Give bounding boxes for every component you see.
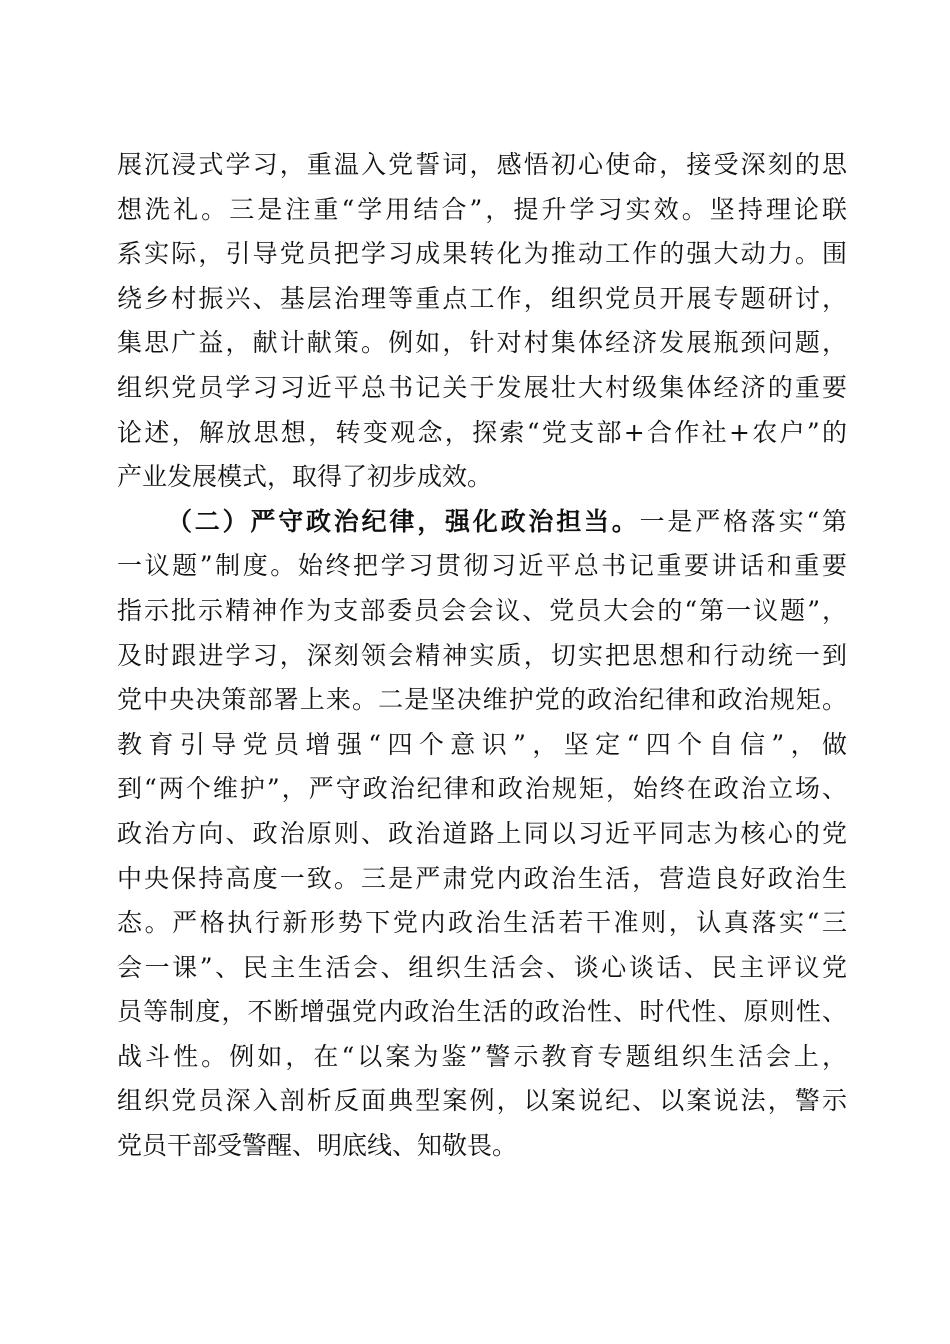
paragraph-line-rest: 一是严格落实“第 <box>639 506 847 536</box>
paragraph-line: 想洗礼。三是注重“学用结合”，提升学习实效。坚持理论联 <box>117 194 847 224</box>
paragraph-line: 党中央决策部署上来。二是坚决维护党的政治纪律和政治规矩。 <box>117 685 847 715</box>
paragraph-line: 中央保持高度一致。三是严肃党内政治生活，营造良好政治生 <box>117 863 847 893</box>
paragraph-line: 一议题”制度。始终把学习贯彻习近平总书记重要讲话和重要 <box>117 551 847 581</box>
paragraph-line: 及时跟进学习，深刻领会精神实质，切实把思想和行动统一到 <box>117 640 847 670</box>
paragraph-line: 集思广益，献计献策。例如，针对村集体经济发展瓶颈问题， <box>117 328 847 358</box>
paragraph-line: 组织党员深入剖析反面典型案例，以案说纪、以案说法，警示 <box>117 1086 847 1116</box>
paragraph-line: 员等制度，不断增强党内政治生活的政治性、时代性、原则性、 <box>117 997 847 1027</box>
paragraph-line: 论述，解放思想，转变观念，探索“党支部+合作社+农户”的 <box>117 417 847 447</box>
paragraph-study <box>117 143 847 500</box>
paragraph-line: 党员干部受警醒、明底线、知敬畏。 <box>117 1131 518 1161</box>
paragraph-line: 指示批示精神作为支部委员会会议、党员大会的“第一议题”， <box>117 595 847 625</box>
paragraph-line: 战斗性。例如，在“以案为鉴”警示教育专题组织生活会上， <box>117 1041 847 1071</box>
paragraph-line: 绕乡村振兴、基层治理等重点工作，组织党员开展专题研讨， <box>117 283 847 313</box>
paragraph-line: 系实际，引导党员把学习成果转化为推动工作的强大动力。围 <box>117 239 847 269</box>
paragraph-line: 会一课”、民主生活会、组织生活会、谈心谈话、民主评议党 <box>117 952 847 982</box>
paragraph-line: 产业发展模式，取得了初步成效。 <box>117 462 493 492</box>
paragraph-political-discipline <box>117 500 847 1169</box>
paragraph-line: 教育引导党员增强“四个意识”，坚定“四个自信”，做 <box>117 729 847 759</box>
paragraph-line: 组织党员学习习近平总书记关于发展壮大村级集体经济的重要 <box>117 372 847 402</box>
paragraph-line: 态。严格执行新形势下党内政治生活若干准则，认真落实“三 <box>117 908 847 938</box>
paragraph-line: 展沉浸式学习，重温入党誓词，感悟初心使命，接受深刻的思 <box>117 150 847 179</box>
paragraph-line: 到“两个维护”，严守政治纪律和政治规矩，始终在政治立场、 <box>117 774 847 804</box>
document-body <box>117 143 847 1169</box>
section-heading: （二）严守政治纪律，强化政治担当。 <box>167 506 640 536</box>
paragraph-line: 政治方向、政治原则、政治道路上同以习近平同志为核心的党 <box>117 818 847 848</box>
paragraph-first-line <box>117 500 847 545</box>
